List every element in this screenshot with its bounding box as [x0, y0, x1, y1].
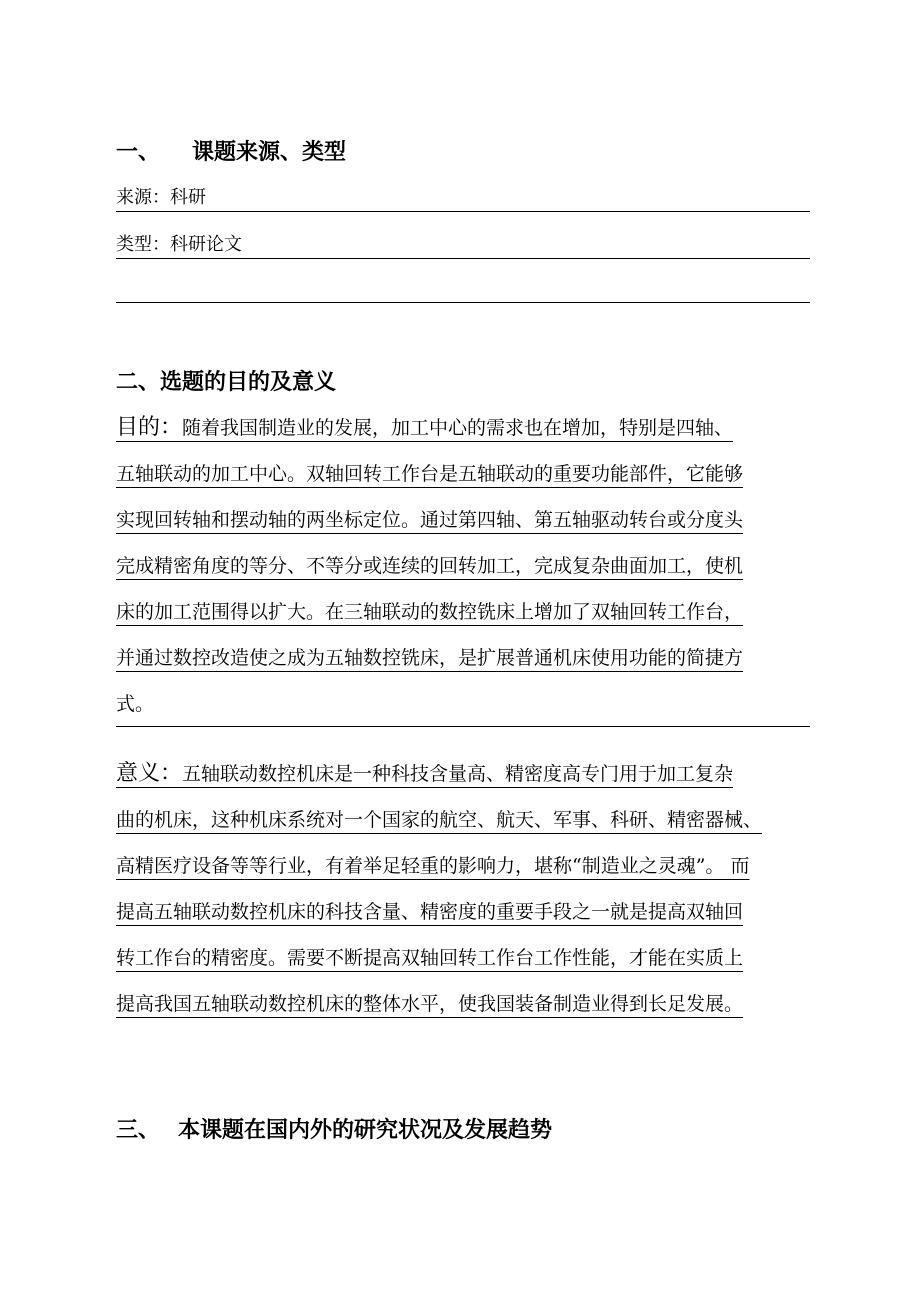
significance-line-4: 提高五轴联动数控机床的科技含量、精密度的重要手段之一就是提高双轴回: [116, 901, 744, 923]
significance-line-5: 转工作台的精密度。需要不断提高双轴回转工作台工作性能，才能在实质上: [116, 947, 744, 969]
purpose-paragraph: [116, 405, 816, 727]
purpose-line-5: 床的加工范围得以扩大。在三轴联动的数控铣床上增加了双轴回转工作台，: [116, 601, 744, 623]
purpose-line-3: 实现回转轴和摆动轴的两坐标定位。通过第四轴、第五轴驱动转台或分度头: [116, 509, 744, 531]
section-3-heading: [116, 1116, 552, 1146]
purpose-line-2: 五轴联动的加工中心。双轴回转工作台是五轴联动的重要功能部件，它能够: [116, 463, 744, 485]
significance-line-1: 意义：五轴联动数控机床是一种科技含量高、精密度高专门用于加工复杂: [116, 761, 734, 786]
section-2-heading: 二、选题的目的及意义: [116, 370, 337, 395]
section-3-number: 三、: [116, 1118, 161, 1143]
blank-ruled-line: [116, 302, 810, 303]
type-field: 类型：科研论文: [116, 232, 810, 259]
purpose-line-1: 目的：随着我国制造业的发展，加工中心的需求也在增加，特别是四轴、: [116, 415, 734, 440]
purpose-line-4: 完成精密角度的等分、不等分或连续的回转加工，完成复杂曲面加工，使机: [116, 555, 744, 577]
purpose-line-6: 并通过数控改造使之成为五轴数控铣床，是扩展普通机床使用功能的简捷方: [116, 647, 744, 669]
purpose-line-7: 式。: [116, 681, 810, 727]
purpose-label: 目的：: [116, 415, 183, 440]
significance-paragraph: [116, 751, 816, 1027]
section-1-number: 一、: [116, 140, 161, 165]
significance-line-6: 提高我国五轴联动数控机床的整体水平，使我国装备制造业得到长足发展。: [116, 993, 744, 1015]
section-3-title: 本课题在国内外的研究状况及发展趋势: [178, 1118, 553, 1143]
section-1-title: 课题来源、类型: [192, 140, 347, 165]
significance-line-2: 曲的机床，这种机床系统对一个国家的航空、航天、军事、科研、精密器械、: [116, 809, 763, 831]
significance-line-3: 高精医疗设备等等行业，有着举足轻重的影响力，堪称“制造业之灵魂”。 而: [116, 855, 750, 877]
source-field: 来源：科研: [116, 185, 810, 212]
significance-label: 意义：: [116, 761, 183, 786]
section-1-heading: [116, 138, 346, 168]
